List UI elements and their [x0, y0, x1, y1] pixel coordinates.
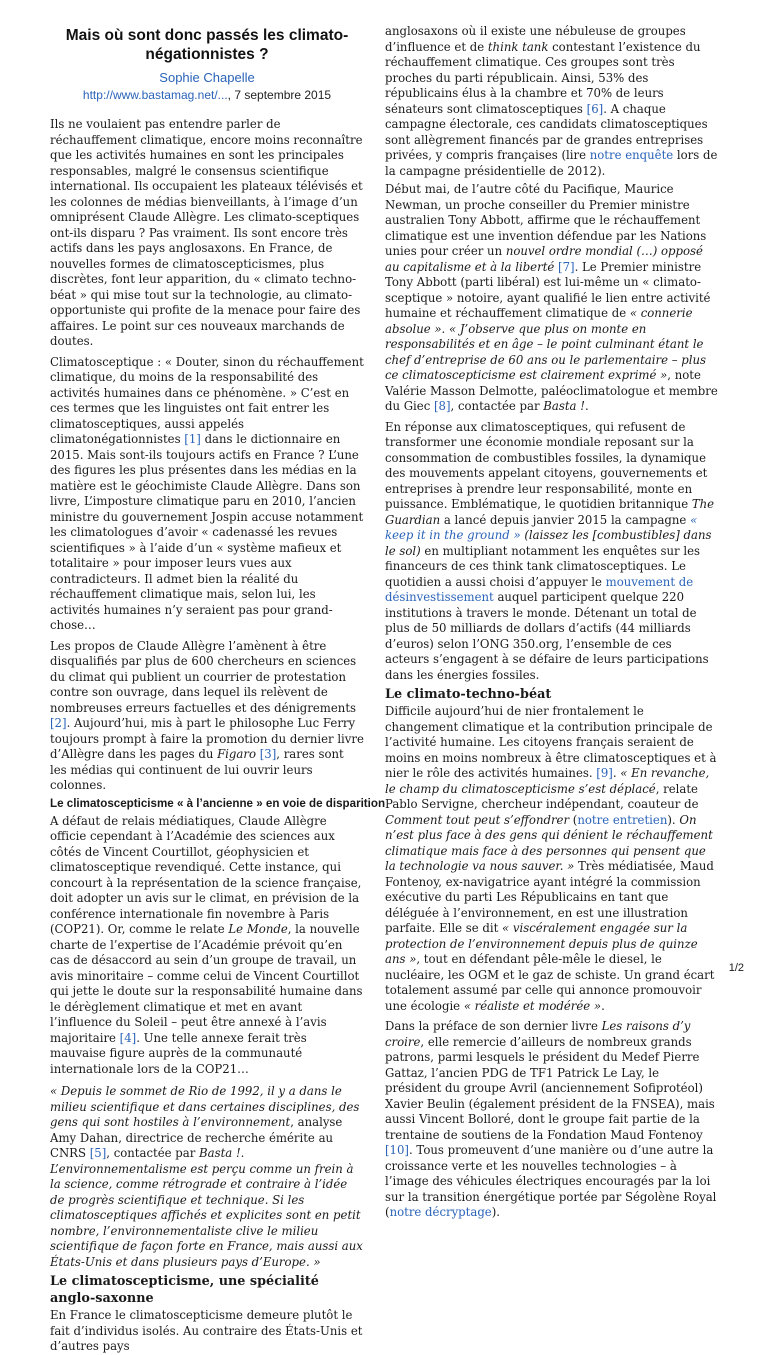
paragraph: A défaut de relais médiatiques, Claude Allègre officie cependant à l’Académie des sciences aux côtés de Vincent Courtillot, géophysicien et climatosceptique revendiqué. Cette instance, qui concourt à la représentation de la science française, doit adopter un avis sur le climat, en prévision de la conférence internationale fin novembre à Paris (COP21). Or, comme le relate Le Monde, la nouvelle charte de l’expertise de l’Académie prévoit qu’en cas de désaccord au sein d’un groupe de travail, un avis minoritaire – comme celui de Vincent Courtillot qui jette le doute sur la responsabilité humaine dans le dérèglement climatique et met en avant l’influence du Soleil – peut être annexé à l’avis majoritaire [4]. Une telle annexe ferait très mauvaise figure auprès de la communauté internationale lors de la COP21…: [50, 813, 363, 1076]
page-number: 1/2: [728, 962, 744, 974]
paragraph: En France le climatoscepticisme demeure plutôt le fait d’individus isolés. Au contraire des États-Unis et d’autres pays: [50, 1308, 363, 1353]
footnote-link[interactable]: [6]: [586, 101, 604, 116]
right-body: [385, 0, 718, 1221]
paragraph: Difficile aujourd’hui de nier frontalement le changement climatique et la contribution principale de l’activité humaine. Les citoyens français seraient de moins en moins nombreux à être climatosceptiques et à nier le rôle des activités humaines. [9]. « En revanche, le champ du climatoscepticisme s’est déplacé, relate Pablo Servigne, chercheur indépendant, coauteur de Comment tout peut s’effondrer (notre entretien). On n’est plus face à des gens qui dénient le réchauffement climatique mais face à des personnes qui pensent que la technologie va nous sauver. » Très médiatisée, Maud Fontenoy, ex-navigatrice ayant intégré la commission exécutive du parti Les Républicains en tant que déléguée à l’environnement, en est une illustration parfaite. Elle se dit « viscéralement engagée sur la protection de l’environnement depuis plus de quinze ans », tout en défendant pêle-mêle le diesel, le nucléaire, les OGM et le gaz de schiste. Un grand écart totalement assumé par celle qui annonce promouvoir une écologie « réaliste et modérée ».: [385, 704, 717, 1013]
left-column: [50, 0, 386, 1355]
desinvestissement-link[interactable]: mouvement de désinvestissement: [385, 574, 694, 604]
paragraph: Climatosceptique : « Douter, sinon du réchauffement climatique, du moins de la responsabilité des activités humaines dans ce phénomène. » C’est en ces termes que les linguistes ont fait entrer les climatosceptiques, aussi appelés climatonégationnistes [1] dans le dictionnaire en 2015. Mais sont-ils toujours actifs en France ? L’une des figures les plus présentes dans les médias en la matière est le géochimiste Claude Allègre. Dans son livre, L’imposture climatique paru en 2010, l’ancien ministre du gouvernement Jospin accuse notamment les climatologues d’avoir « cadenassé les revues scientifiques » à l’aide d’un « système mafieux et totalitaire » pour imposer leurs vues aux contradicteurs. Il admet bien la réalité du réchauffement climatique mais, selon lui, les activités humaines n’y seraient pas pour grand-chose…: [50, 354, 364, 632]
source-link[interactable]: http://www.bastamag.net/...: [82, 88, 228, 102]
paragraph: Les propos de Claude Allègre l’amènent à être disqualifiés par plus de 600 chercheurs en sciences du climat qui publient un courrier de protestation contre son ouvrage, dans lequel ils relèvent de nombreuses erreurs factuelles et des dénigrements [2]. Aujourd’hui, mis à part le philosophe Luc Ferry toujours prompt à faire la promotion du dernier livre d’Allègre dans les pages du Figaro [3], rares sont les médias qui continuent de lui ouvrir leurs colonnes.: [50, 638, 364, 792]
paragraph: Dans la préface de son dernier livre Les raisons d’y croire, elle remercie d’ailleurs de nombreux grands patrons, parmi lesquels le président du Medef Pierre Gattaz, l’ancien PDG de TF1 Patrick Le Lay, le président du groupe Avril (anciennement Sofiprotéol) Xavier Beulin (également président de la FNSEA), mais aussi Vincent Bolloré, dont le groupe fait partie de la trentaine de soutiens de la Fondation Maud Fontenoy [10]. Tous promeuvent d’une manière ou d’une autre la croissance verte et les nouvelles technologies – à l’image des véhicules électriques encouragés par la loi sur la transition énergétique portée par Ségolène Royal (notre décryptage).: [385, 1019, 717, 1219]
keep-it-in-the-ground-link[interactable]: « keep it in the ground »: [385, 512, 698, 542]
intro-paragraph: Ils ne voulaient pas entendre parler de réchauffement climatique, encore moins reconnaître que les activités humaines en sont les principales responsables, malgré le consensus scientifique international. Ils occupaient les plateaux télévisés et les colonnes de médias bienveillants, à l’image d’un omniprésent Claude Allègre. Les climato-sceptiques ont-ils disparu ? Pas vraiment. Ils sont encore très actifs dans les pays anglosaxons. En France, de nouvelles formes de climatoscepticismes, plus discrètes, font leur apparition, du « climato techno-béat » qui mise tout sur la technologie, au climato-opportuniste qui profite de la menace pour faire des affaires. Le point sur ces nouveaux marchands de doutes.: [50, 117, 363, 348]
source-date: , 7 septembre 2015: [227, 88, 332, 102]
footnote-link[interactable]: [5]: [89, 1146, 107, 1160]
footnote-link[interactable]: [4]: [119, 1030, 137, 1045]
section-heading: Le climatoscepticisme « à l’ancienne » en voie de disparition: [50, 796, 386, 810]
footnote-link[interactable]: [7]: [558, 259, 575, 274]
entretien-link[interactable]: notre entretien: [577, 812, 668, 827]
footnote-link[interactable]: [1]: [184, 432, 201, 446]
footnote-link[interactable]: [3]: [259, 747, 277, 761]
left-body: [50, 117, 386, 1355]
decryptage-link[interactable]: notre décryptage: [389, 1205, 492, 1219]
section-heading: Le climato-techno-béat: [385, 687, 552, 702]
footnote-link[interactable]: [2]: [50, 716, 67, 730]
footnote-link[interactable]: [8]: [433, 399, 451, 413]
article-header: [50, 0, 364, 102]
paragraph: En réponse aux climatosceptiques, qui refusent de transformer une économie mondiale reposant sur la consommation de combustibles fossiles, la dynamique des mouvements appelant citoyens, gouvernements et entreprises à prendre leur responsabilité, monte en puissance. Emblématique, le quotidien britannique The Guardian a lancé depuis janvier 2015 la campagne « keep it in the ground » (laissez les [combustibles] dans le sol) en multipliant notamment les enquêtes sur les financeurs de ces think tank climatosceptiques. Le quotidien a aussi choisi d’appuyer le mouvement de désinvestissement auquel participent quelque 220 institutions à travers le monde. Détenant un total de plus de 50 milliards de dollars d’actifs (44 milliards d’euros) selon l’ONG 350.org, l’ensemble de ces acteurs s’engagent à se défaire de leurs participations dans les énergies fossiles.: [385, 419, 715, 682]
footnote-link[interactable]: [10]: [385, 1143, 409, 1157]
quote-paragraph: « Depuis le sommet de Rio de 1992, il y a dans le milieu scientifique et dans certaines disciplines, des gens qui sont hostiles à l’environnement, analyse Amy Dahan, directrice de recherche émérite au CNRS [5], contactée par Basta !. L’environnementalisme est perçu comme un frein à la science, comme rétrograde et contraire à l’idée de progrès scientifique et technique. Si les climatosceptiques affichés et explicites sont en petit nombre, l’environnementaliste clive le milieu scientifique de façon forte en France, mais aussi aux États-Unis et dans plusieurs pays d’Europe. »: [50, 1084, 363, 1269]
article-title: Mais où sont donc passés les climato- négationnistes ?: [65, 27, 349, 63]
paragraph: Début mai, de l’autre côté du Pacifique, Maurice Newman, un proche conseiller du Premier ministre australien Tony Abbott, affirme que le réchauffement climatique est une invention défendue par les Nations unies pour créer un nouvel ordre mondial (…) opposé au capitalisme et à la liberté [7]. Le Premier ministre Tony Abbott (parti libéral) est lui-même un « climato-sceptique » notoire, ayant qualifié le lien entre activité humaine et réchauffement climatique de « connerie absolue ». « J’observe que plus on monte en responsabilités et en âge – le point culminant étant le chef d’entreprise de 60 ans ou le parlementaire – plus ce climatoscepticisme est clairement exprimé », note Valérie Masson Delmotte, paléoclimatologue et membre du Giec [8], contactée par Basta !.: [385, 182, 718, 413]
article-source: [50, 88, 364, 102]
paragraph: anglosaxons où il existe une nébuleuse de groupes d’influence et de think tank contestant l’existence du réchauffement climatique. Ces groupes sont très proches du parti républicain. Ainsi, 53% des républicains élus à la chambre et 70% de leurs sénateurs sont climatosceptiques [6]. A chaque campagne électorale, ces candidats climatosceptiques sont allègrement financés par de grandes entreprises privées, y compris françaises (lire notre enquête lors de la campagne présidentielle de 2012).: [385, 24, 718, 178]
right-column: [385, 0, 718, 1221]
enquete-link[interactable]: notre enquête: [589, 148, 674, 162]
footnote-link[interactable]: [9]: [596, 766, 613, 780]
section-heading: Le climatoscepticisme, une spécialité anglo-saxonne: [50, 1274, 319, 1306]
article-author[interactable]: Sophie Chapelle: [159, 70, 255, 85]
